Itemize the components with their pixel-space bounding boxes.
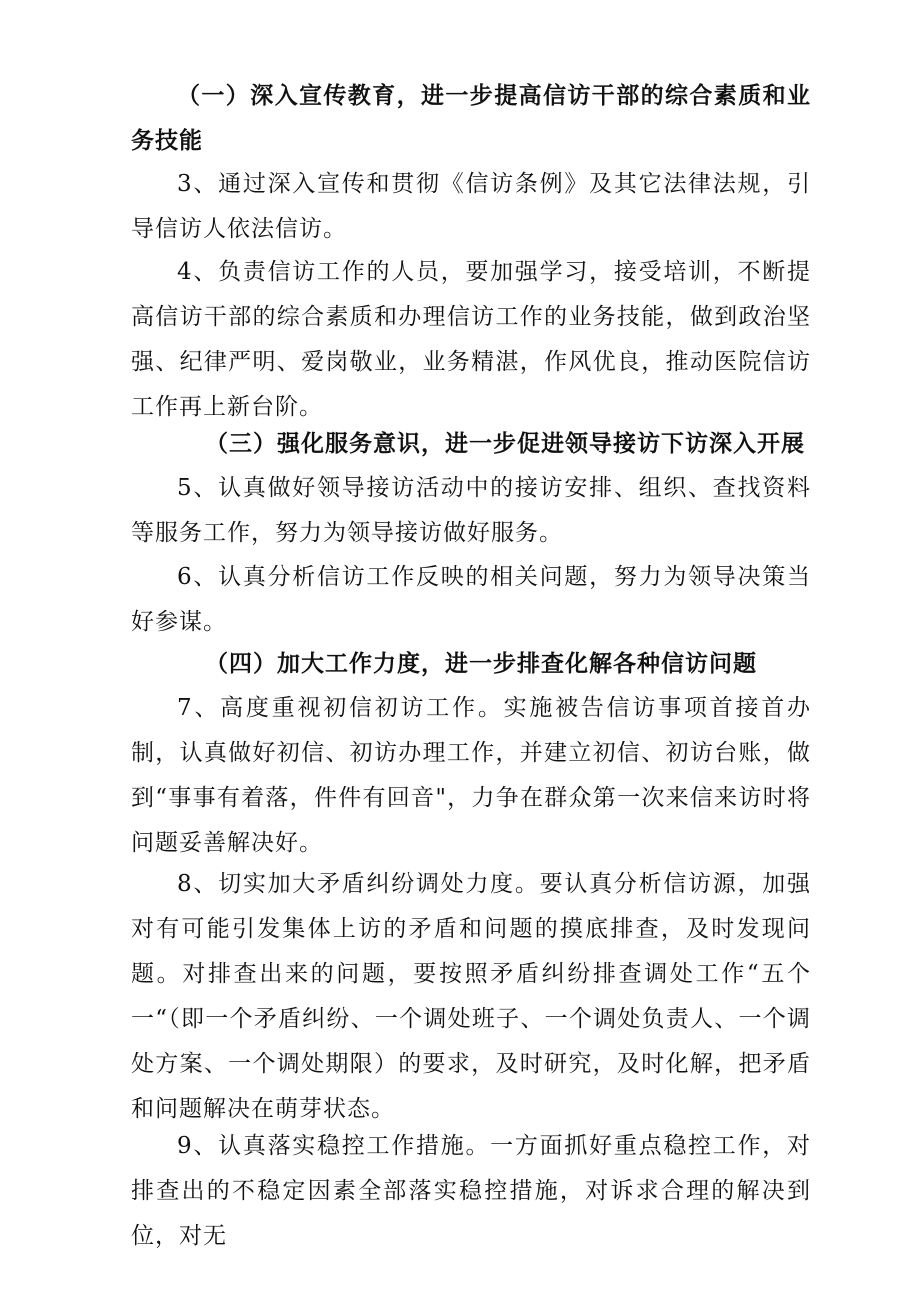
section-heading-one: （一）深入宣传教育，进一步提高信访干部的综合素质和业务技能 [131,82,811,154]
paragraph-3: 3、通过深入宣传和贯彻《信访条例》及其它法律法规，引导信访人依法信访。 [131,171,811,242]
paragraph-7: 7、高度重视初信初访工作。实施被告信访事项首接首办制，认真做好初信、初访办理工作，并建立初信、初访台账，做到“事事有着落，件件有回音"，力争在群众第一次来信来访时将问题妥善解决好。 [131,695,811,856]
paragraph-4: 4、负责信访工作的人员，要加强学习，接受培训，不断提高信访干部的综合素质和办理信访工作的业务技能，做到政治坚强、纪律严明、爱岗敬业，业务精湛，作风优良，推动医院信访工作再上新台阶。 [131,259,811,420]
section-heading-four: （四）加大工作力度，进一步排查化解各种信访问题 [205,650,757,677]
section-heading-three: （三）强化服务意识，进一步促进领导接访下访深入开展 [205,430,805,457]
paragraph-5: 5、认真做好领导接访活动中的接访安排、组织、查找资料等服务工作，努力为领导接访做好服务。 [131,475,811,546]
paragraph-9: 9、认真落实稳控工作措施。一方面抓好重点稳控工作，对排查出的不稳定因素全部落实稳控措施，对诉求合理的解决到位，对无 [131,1133,811,1249]
paragraph-8: 8、切实加大矛盾纠纷调处力度。要认真分析信访源，加强对有可能引发集体上访的矛盾和问题的摸底排查，及时发现问题。对排查出来的问题，要按照矛盾纠纷排查调处工作“五个一“（即一个矛盾纠纷、一个调处班子、一个调处负责人、一个调处方案、一个调处期限）的要求，及时研究，及时化解，把矛盾和问题解决在萌芽状态。 [131,871,811,1122]
paragraph-6: 6、认真分析信访工作反映的相关问题，努力为领导决策当好参谋。 [131,564,811,635]
